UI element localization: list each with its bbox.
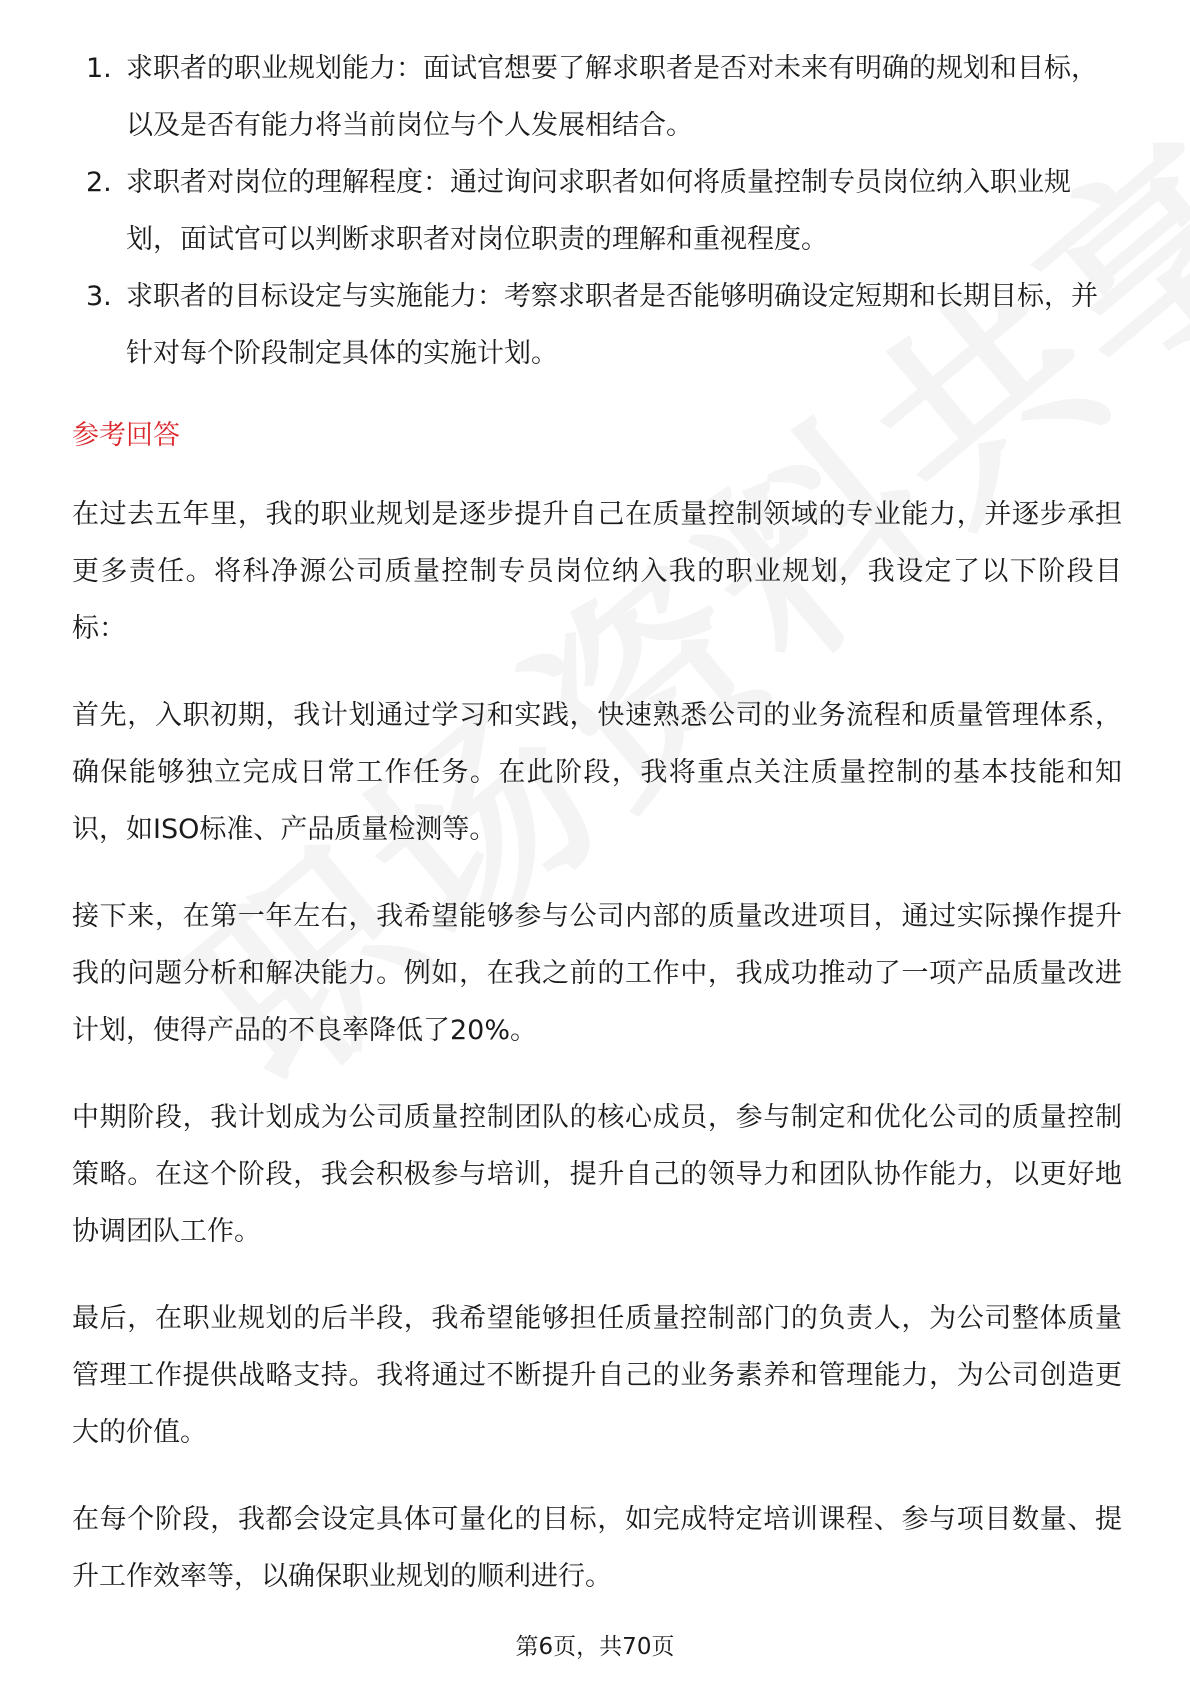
page-footer: 第6页，共70页	[515, 1634, 675, 1660]
paragraph: 在过去五年里，我的职业规划是逐步提升自己在质量控制领域的专业能力，并逐步承担更多责任。将科净源公司质量控制专员岗位纳入我的职业规划，我设定了以下阶段目标：	[72, 499, 1122, 644]
paragraph: 中期阶段，我计划成为公司质量控制团队的核心成员，参与制定和优化公司的质量控制策略。在这个阶段，我会积极参与培训，提升自己的领导力和团队协作能力，以更好地协调团队工作。	[72, 1102, 1122, 1247]
list-item	[72, 40, 1122, 154]
paragraph: 最后，在职业规划的后半段，我希望能够担任质量控制部门的负责人，为公司整体质量管理工作提供战略支持。我将通过不断提升自己的业务素养和管理能力，为公司创造更大的价值。	[72, 1303, 1122, 1448]
paragraph: 接下来，在第一年左右，我希望能够参与公司内部的质量改进项目，通过实际操作提升我的问题分析和解决能力。例如，在我之前的工作中，我成功推动了一项产品质量改进计划，使得产品的不良率降低了20%。	[72, 901, 1122, 1046]
list-item-number: 3.	[86, 281, 112, 312]
list-item-number: 1.	[86, 53, 112, 84]
list-item-text: 求职者的职业规划能力：面试官想要了解求职者是否对未来有明确的规划和目标，以及是否有能力将当前岗位与个人发展相结合。	[126, 53, 1098, 141]
page-content	[72, 40, 1122, 1635]
paragraph: 在每个阶段，我都会设定具体可量化的目标，如完成特定培训课程、参与项目数量、提升工作效率等，以确保职业规划的顺利进行。	[72, 1504, 1122, 1592]
section-heading: 参考回答	[72, 420, 180, 451]
paragraph: 首先，入职初期，我计划通过学习和实践，快速熟悉公司的业务流程和质量管理体系，确保能够独立完成日常工作任务。在此阶段，我将重点关注质量控制的基本技能和知识，如ISO标准、产品质量检测等。	[72, 700, 1122, 845]
list-item-text: 求职者的目标设定与实施能力：考察求职者是否能够明确设定短期和长期目标，并针对每个阶段制定具体的实施计划。	[126, 281, 1098, 369]
numbered-list	[72, 40, 1122, 382]
list-item-text: 求职者对岗位的理解程度：通过询问求职者如何将质量控制专员岗位纳入职业规划，面试官可以判断求职者对岗位职责的理解和重视程度。	[126, 167, 1071, 255]
list-item-number: 2.	[86, 167, 112, 198]
list-item	[72, 154, 1122, 268]
list-item	[72, 268, 1122, 382]
